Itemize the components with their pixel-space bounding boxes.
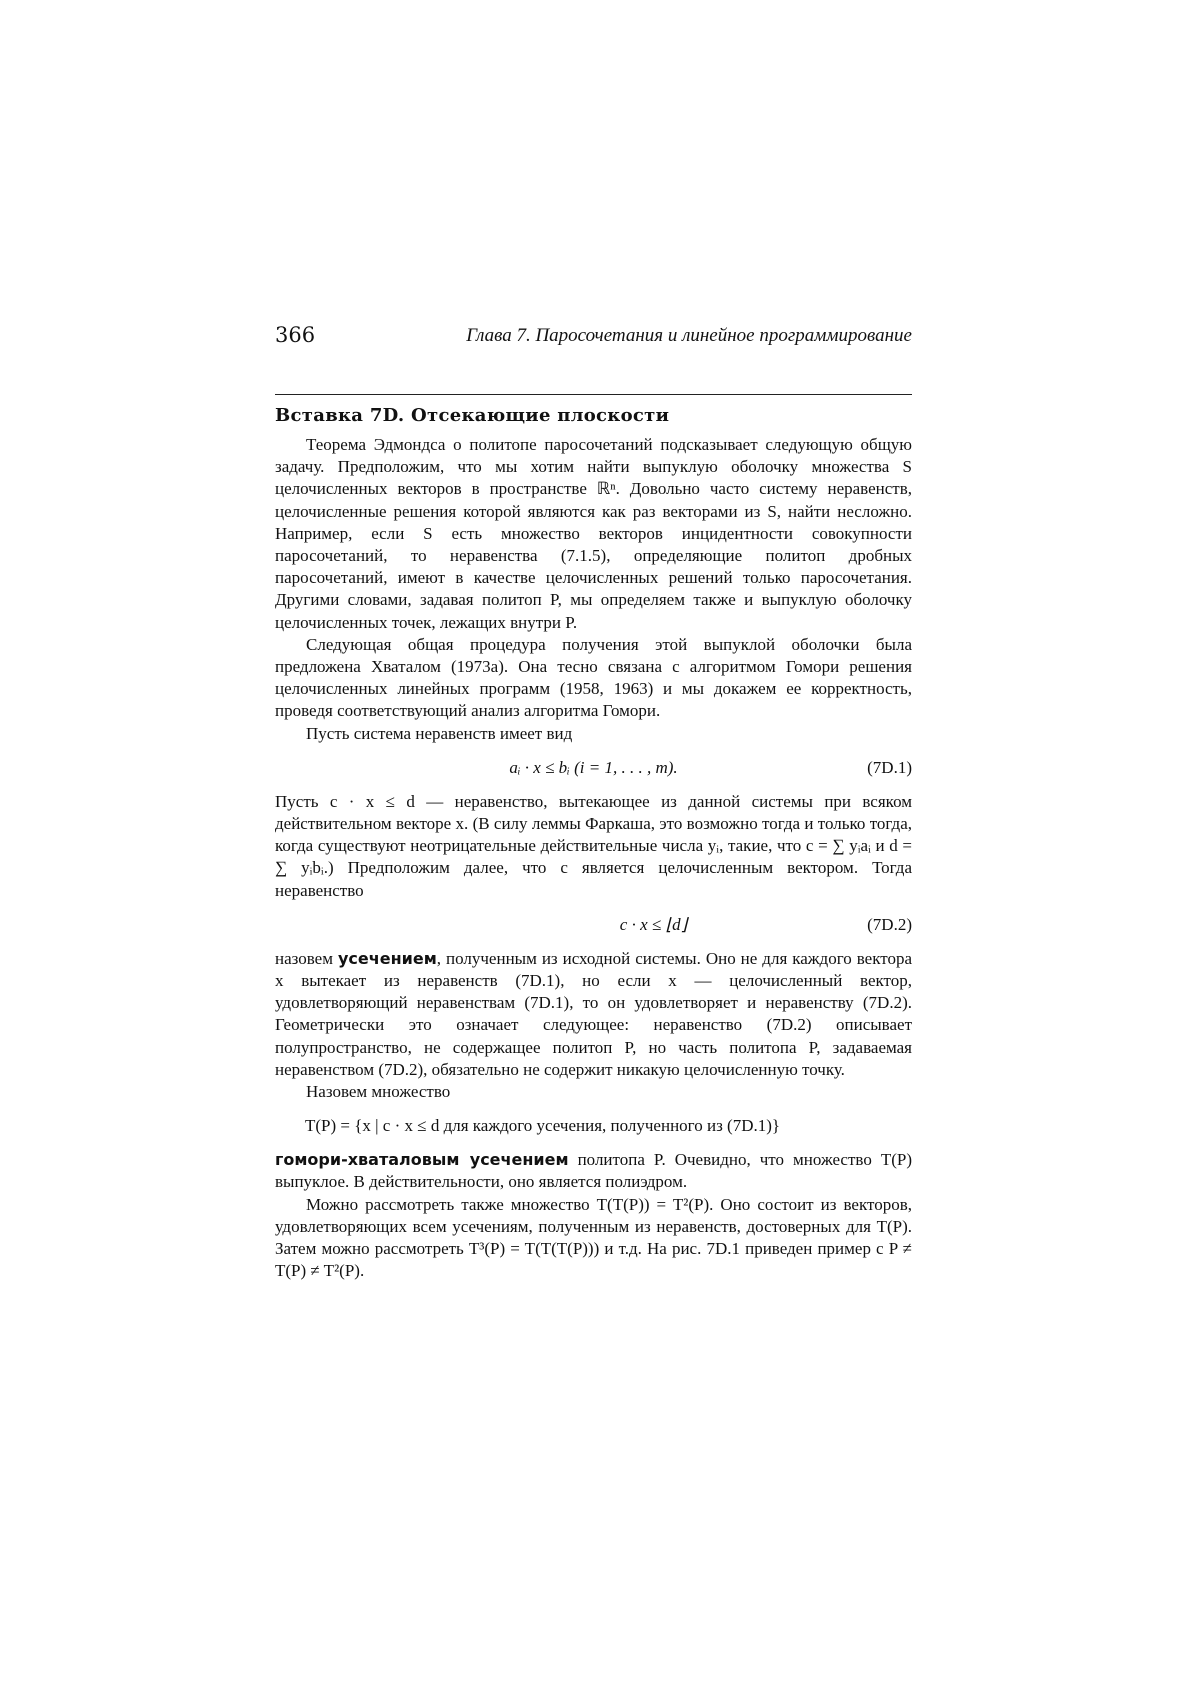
paragraph-6: Назовем множество <box>306 1082 451 1102</box>
paragraph-4: Пусть c · x ≤ d — неравенство, вытекающее из данной системы при всяком действительном векторе x. (В силу леммы Фаркаша, это возможно тогда и только тогда, когда существуют неотрицательные действительные числа yᵢ, такие, что c = ∑ yᵢaᵢ и d = ∑ yᵢbᵢ.) Предположим далее, что c является целочисленным вектором. Тогда неравенство <box>275 791 912 900</box>
header-rule <box>275 394 912 395</box>
paragraph-7 <box>275 1149 912 1193</box>
equation-7d2-body: c · x ≤ ⌊d⌋ <box>619 914 688 934</box>
paragraph-8: Можно рассмотреть также множество T(T(P)) = T²(P). Оно состоит из векторов, удовлетворяющих всем усечениям, полученным из неравенств, достоверных для T(P). Затем можно рассмотреть T³(P) = T(T(T(P))) и т.д. На рис. 7D.1 приведен пример с P ≠ T(P) ≠ T²(P). <box>275 1194 912 1281</box>
equation-tp <box>275 1111 912 1141</box>
paragraph-5-start: назовем <box>275 948 338 968</box>
equation-7d1-tag: (7D.1) <box>867 757 912 777</box>
section-heading: Вставка 7D. Отсекающие плоскости <box>275 405 670 426</box>
paragraph-5-rest: , полученным из исходной системы. Оно не для каждого вектора x вытекает из неравенств (7D.1), но если x — целочисленный вектор, удовлетворяющий неравенствам (7D.1), то он удовлетворяет и неравенству (7D.2). Геометрически это означает следующее: неравенство (7D.2) описывает полупространство, не содержащее политоп P, но часть политопа P, задаваемая неравенством (7D.2), обязательно не содержит никакую целочисленную точку. <box>275 948 912 1079</box>
equation-tp-body: T(P) = {x | c · x ≤ d для каждого усечения, полученного из (7D.1)} <box>305 1116 781 1136</box>
term-gomory-chvatal-cut: гомори-хваталовым усечением <box>275 1150 569 1170</box>
term-cut: усечением <box>337 948 437 968</box>
paragraph-1: Теорема Эдмондса о политопе паросочетаний подсказывает следующую общую задачу. Предположим, что мы хотим найти выпуклую оболочку множества S целочисленных векторов в пространстве ℝⁿ. Довольно часто систему неравенств, целочисленные решения которой являются как раз векторами из S, найти несложно. Например, если S есть множество векторов инцидентности совокупности паросочетаний, то неравенства (7.1.5), определяющие политоп дробных паросочетаний, имеют в качестве целочисленных решений только паросочетания. Другими словами, задавая политоп P, мы определяем также и выпуклую оболочку целочисленных точек, лежащих внутри P. <box>275 435 912 632</box>
equation-7d2-tag: (7D.2) <box>867 914 912 934</box>
paragraph-5 <box>275 948 912 1081</box>
paragraph-2: Следующая общая процедура получения этой выпуклой оболочки была предложена Хваталом (1973a). Она тесно связана с алгоритмом Гомори решения целочисленных линейных программ (1958, 1963) и мы докажем ее корректность, проведя соответствующий анализ алгоритма Гомори. <box>275 634 912 721</box>
equation-7d2 <box>275 910 912 940</box>
equation-7d1 <box>275 753 912 783</box>
page-number: 366 <box>275 323 316 347</box>
running-title: Глава 7. Паросочетания и линейное программирование <box>466 325 912 346</box>
equation-7d1-body: aᵢ · x ≤ bᵢ (i = 1, . . . , m). <box>509 757 678 777</box>
paragraph-7-rest: политопа P. Очевидно, что множество T(P) выпуклое. В действительности, оно является полиэдром. <box>275 1150 912 1192</box>
paragraph-3: Пусть система неравенств имеет вид <box>306 723 573 743</box>
text-block <box>275 404 912 1283</box>
